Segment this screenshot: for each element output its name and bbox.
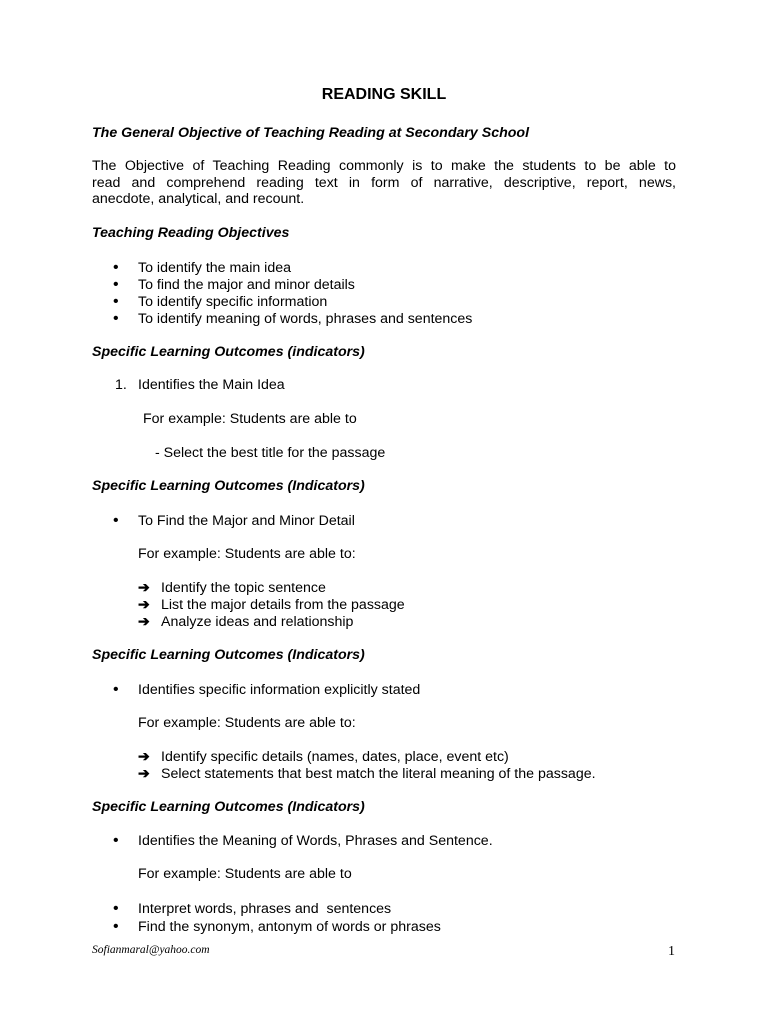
example-intro: For example: Students are able to: [143, 411, 357, 427]
arrow-item: Identify the topic sentence: [161, 580, 326, 596]
list-item: To identify the main idea: [138, 260, 291, 276]
arrow-item: Select statements that best match the literal meaning of the passage.: [161, 766, 596, 782]
bullet-icon: •: [113, 681, 119, 698]
section-heading-outcomes-1: Specific Learning Outcomes (indicators): [92, 344, 365, 360]
footer-email: Sofianmaral@yahoo.com: [92, 944, 210, 956]
paragraph-line: anecdote, analytical, and recount.: [92, 191, 305, 208]
numbered-item: Identifies the Main Idea: [138, 377, 285, 393]
section-heading-outcomes-3: Specific Learning Outcomes (Indicators): [92, 647, 365, 663]
example-intro: For example: Students are able to:: [138, 546, 356, 562]
list-item: To identify meaning of words, phrases and sentences: [138, 311, 473, 327]
bullet-icon: •: [113, 512, 119, 529]
arrow-item: Analyze ideas and relationship: [161, 614, 354, 630]
list-item: Identifies the Meaning of Words, Phrases and Sentence.: [138, 833, 493, 849]
example-intro: For example: Students are able to: [138, 866, 352, 882]
bullet-icon: •: [113, 832, 119, 849]
arrow-right-icon: ➔: [138, 748, 150, 764]
list-item: Interpret words, phrases and sentences: [138, 901, 392, 917]
list-item: Identifies specific information explicitly stated: [138, 682, 421, 698]
arrow-right-icon: ➔: [138, 765, 150, 781]
objective-paragraph: [92, 158, 676, 208]
document-title: READING SKILL: [321, 86, 447, 103]
example-intro: For example: Students are able to:: [138, 715, 356, 731]
section-heading-outcomes-2: Specific Learning Outcomes (Indicators): [92, 478, 365, 494]
bullet-icon: •: [113, 276, 119, 293]
section-heading-outcomes-4: Specific Learning Outcomes (Indicators): [92, 799, 365, 815]
list-item: Find the synonym, antonym of words or phrases: [138, 919, 441, 935]
list-item: To find the major and minor details: [138, 277, 355, 293]
bullet-icon: •: [113, 310, 119, 327]
page-number: 1: [668, 944, 675, 959]
paragraph-line: read and comprehend reading text in form of narrative, descriptive, report, news,: [92, 174, 676, 191]
section-heading-teaching-objectives: Teaching Reading Objectives: [92, 225, 290, 241]
numbered-marker: 1.: [115, 377, 127, 393]
bullet-icon: •: [113, 293, 119, 310]
list-item: To identify specific information: [138, 294, 328, 310]
bullet-icon: •: [113, 900, 119, 917]
arrow-right-icon: ➔: [138, 613, 150, 629]
example-item: - Select the best title for the passage: [155, 445, 386, 461]
arrow-right-icon: ➔: [138, 596, 150, 612]
arrow-right-icon: ➔: [138, 579, 150, 595]
bullet-icon: •: [113, 918, 119, 935]
list-item: To Find the Major and Minor Detail: [138, 513, 355, 529]
section-heading-general-objective: The General Objective of Teaching Reading at Secondary School: [92, 125, 530, 141]
paragraph-line: The Objective of Teaching Reading commonly is to make the students to be able to: [92, 158, 676, 174]
arrow-item: Identify specific details (names, dates, place, event etc): [161, 749, 509, 765]
bullet-icon: •: [113, 259, 119, 276]
arrow-item: List the major details from the passage: [161, 597, 405, 613]
